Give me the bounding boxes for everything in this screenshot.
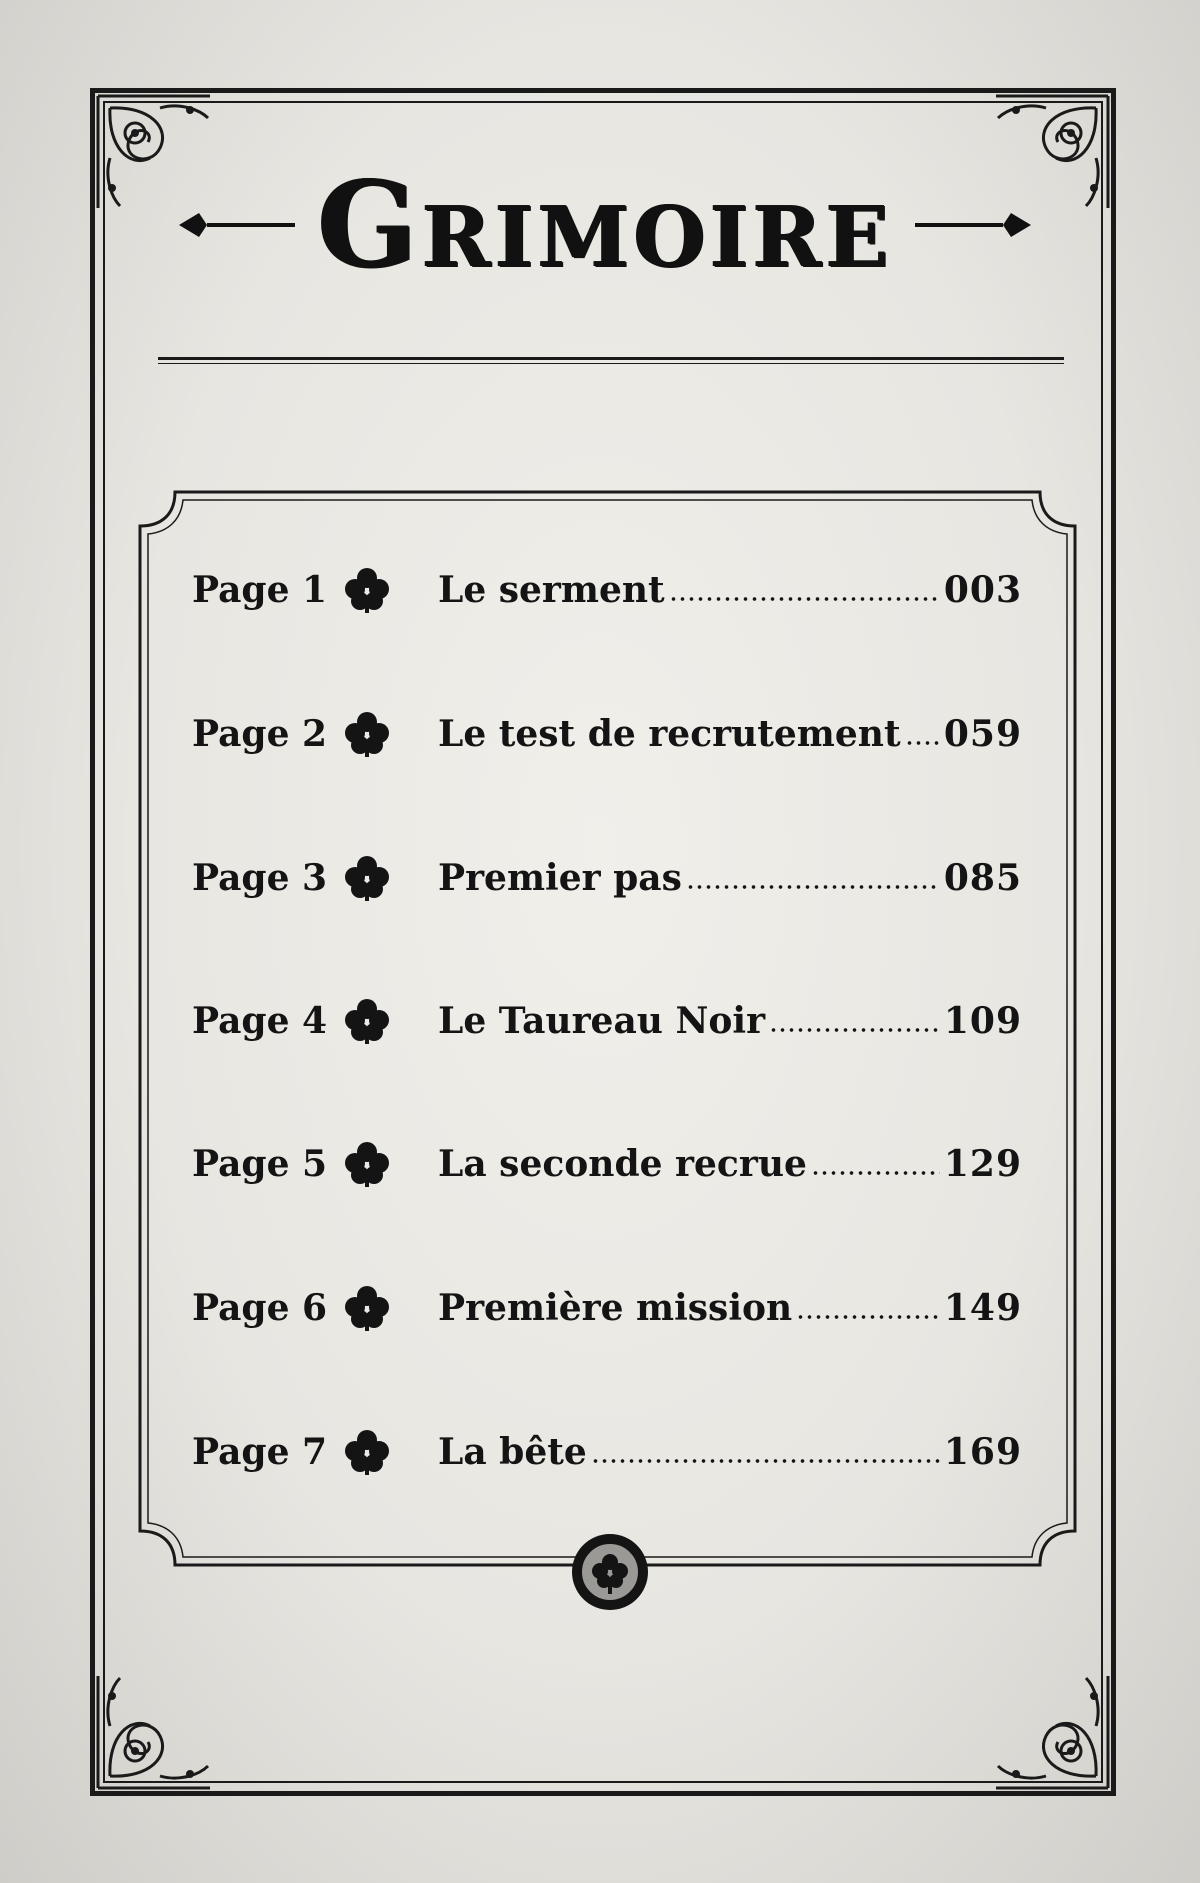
corner-ornament-icon <box>90 1666 220 1796</box>
toc-page-number: 003 <box>943 569 1022 611</box>
toc-page-number: 149 <box>943 1287 1022 1329</box>
right-flourish-icon <box>913 205 1033 245</box>
title-row <box>140 150 1070 300</box>
clover-icon <box>342 1283 392 1333</box>
clover-icon <box>342 709 392 759</box>
toc-page-number: 109 <box>943 1000 1022 1042</box>
leader-dots <box>669 596 940 602</box>
clover-emblem-icon <box>570 1532 650 1612</box>
leader-dots <box>811 1170 940 1176</box>
toc-chapter-title: Le test de recrutement <box>438 713 901 755</box>
toc-page-label: Page 1 <box>192 569 328 611</box>
toc-chapter-title: La bête <box>438 1431 587 1473</box>
toc-chapter-title: La seconde recrue <box>438 1143 807 1185</box>
toc-page-number: 085 <box>943 857 1022 899</box>
toc-row[interactable] <box>192 1422 1022 1482</box>
toc-page-number: 169 <box>943 1431 1022 1473</box>
clover-icon <box>342 996 392 1046</box>
toc-row[interactable] <box>192 560 1022 620</box>
leader-dots <box>686 884 940 890</box>
toc-chapter-title: Première mission <box>438 1287 793 1329</box>
leader-dots <box>796 1314 940 1320</box>
toc-chapter-title: Premier pas <box>438 857 682 899</box>
leader-dots <box>591 1458 940 1464</box>
leader-dots <box>905 740 940 746</box>
toc-page-number: 059 <box>943 713 1022 755</box>
clover-icon <box>342 1139 392 1189</box>
clover-icon <box>342 853 392 903</box>
title-rule <box>158 357 1064 364</box>
clover-icon <box>342 565 392 615</box>
toc-page-number: 129 <box>943 1143 1022 1185</box>
toc-row[interactable] <box>192 848 1022 908</box>
toc-page-label: Page 5 <box>192 1143 328 1185</box>
toc-row[interactable] <box>192 1134 1022 1194</box>
toc-page-label: Page 4 <box>192 1000 328 1042</box>
leader-dots <box>769 1027 940 1033</box>
toc-page-label: Page 6 <box>192 1287 328 1329</box>
left-flourish-icon <box>177 205 297 245</box>
toc-chapter-title: Le serment <box>438 569 665 611</box>
toc-row[interactable] <box>192 1278 1022 1338</box>
toc-row[interactable] <box>192 704 1022 764</box>
toc-row[interactable] <box>192 991 1022 1051</box>
toc-chapter-title: Le Taureau Noir <box>438 1000 766 1042</box>
toc-page-label: Page 2 <box>192 713 328 755</box>
corner-ornament-icon <box>986 1666 1116 1796</box>
page-title: Grimoire <box>317 155 893 294</box>
toc-page-label: Page 7 <box>192 1431 328 1473</box>
clover-icon <box>342 1427 392 1477</box>
toc-page-label: Page 3 <box>192 857 328 899</box>
